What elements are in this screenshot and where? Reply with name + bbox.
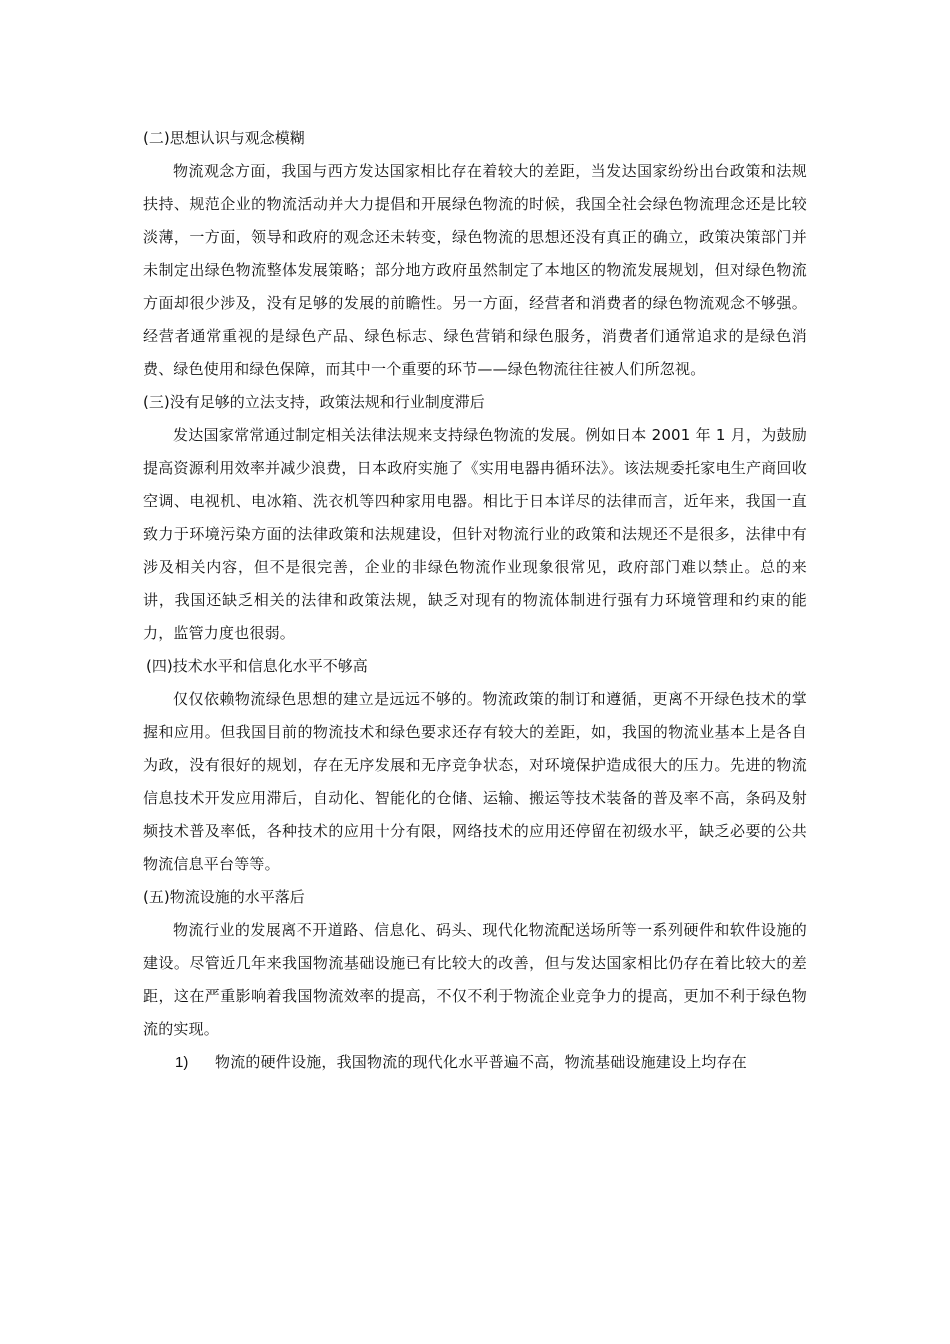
section-paragraph-3: 发达国家常常通过制定相关法律法规来支持绿色物流的发展。例如日本 2001 年 1 月，为鼓励提高资源利用效率并减少浪费，日本政府实施了《实用电器冉循环法》。该法规委托家电生产商回收空调、电视机、电冰箱、洗衣机等四种家用电器。相比于日本详尽的法律而言，近年来，我国一直致力于环境污染方面的法律政策和法规建设，但针对物流行业的政策和法规还不是很多，法律中有涉及相关内容，但不是很完善，企业的非绿色物流作业现象很常见，政府部门难以禁止。总的来讲，我国还缺乏相关的法律和政策法规，缺乏对现有的物流体制进行强有力环境管理和约束的能力，监管力度也很弱。 — [143, 426, 807, 642]
section-heading-4: (四)技术水平和信息化水平不够高 — [146, 657, 368, 675]
document-body — [143, 122, 807, 1079]
section-paragraph-5: 物流行业的发展离不开道路、信息化、码头、现代化物流配送场所等一系列硬件和软件设施的建设。尽管近几年来我国物流基础设施已有比较大的改善，但与发达国家相比仍存在着比较大的差距，这在严重影响着我国物流效率的提高，不仅不利于物流企业竞争力的提高，更加不利于绿色物流的实现。 — [143, 921, 807, 1038]
section-paragraph-2: 物流观念方面，我国与西方发达国家相比存在着较大的差距，当发达国家纷纷出台政策和法规扶持、规范企业的物流活动并大力提倡和开展绿色物流的时候，我国全社会绿色物流理念还是比较淡薄，一方面，领导和政府的观念还未转变，绿色物流的思想还没有真正的确立，政策决策部门并未制定出绿色物流整体发展策略；部分地方政府虽然制定了本地区的物流发展规划，但对绿色物流方面却很少涉及，没有足够的发展的前瞻性。另一方面，经营者和消费者的绿色物流观念不够强。经营者通常重视的是绿色产品、绿色标志、绿色营销和绿色服务，消费者们通常追求的是绿色消费、绿色使用和绿色保障，而其中一个重要的环节——绿色物流往往被人们所忽视。 — [143, 162, 807, 378]
list-item-text: 物流的硬件设施，我国物流的现代化水平普遍不高，物流基础设施建设上均存在 — [215, 1053, 748, 1071]
section-heading-3: (三)没有足够的立法支持，政策法规和行业制度滞后 — [143, 393, 485, 411]
list-marker: 1) — [175, 1054, 189, 1071]
section-heading-2: (二)思想认识与观念模糊 — [143, 129, 305, 147]
section-paragraph-4: 仅仅依赖物流绿色思想的建立是远远不够的。物流政策的制订和遵循，更离不开绿色技术的掌握和应用。但我国目前的物流技术和绿色要求还存有较大的差距，如，我国的物流业基本上是各自为政，没有很好的规划，存在无序发展和无序竞争状态，对环境保护造成很大的压力。先进的物流信息技术开发应用滞后，自动化、智能化的仓储、运输、搬运等技术装备的普及率不高，条码及射频技术普及率低，各种技术的应用十分有限，网络技术的应用还停留在初级水平，缺乏必要的公共物流信息平台等等。 — [143, 690, 807, 873]
section-heading-5: (五)物流设施的水平落后 — [143, 888, 305, 906]
list-item — [143, 1046, 807, 1079]
